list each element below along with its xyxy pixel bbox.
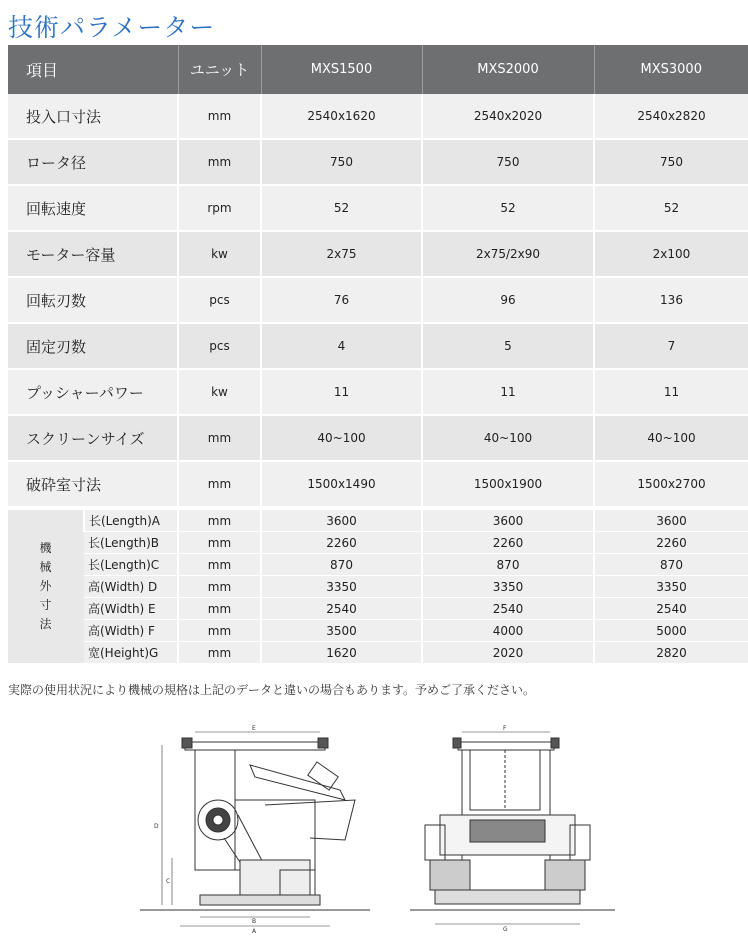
- row-value: 2540: [261, 598, 422, 620]
- dimension-letter-a: A: [252, 928, 257, 935]
- dimension-letter-b: B: [252, 918, 257, 925]
- row-unit: mm: [178, 461, 261, 507]
- table-row: [8, 642, 748, 664]
- row-label: 固定刃数: [8, 323, 178, 369]
- row-unit: mm: [178, 415, 261, 461]
- dimension-letter-d: D: [154, 823, 159, 830]
- row-label: 长(Length)C: [84, 554, 178, 576]
- row-value: 1500x1900: [422, 461, 594, 507]
- row-value: 4: [261, 323, 422, 369]
- row-value: 750: [422, 139, 594, 185]
- row-value: 2260: [422, 532, 594, 554]
- row-label: 回転刃数: [8, 277, 178, 323]
- row-value: 750: [261, 139, 422, 185]
- row-value: 2540: [594, 598, 748, 620]
- dimension-group-label: 機械外寸法: [39, 541, 52, 631]
- row-value: 52: [261, 185, 422, 231]
- row-value: 2x75/2x90: [422, 231, 594, 277]
- row-value: 870: [261, 554, 422, 576]
- row-label: プッシャーパワー: [8, 369, 178, 415]
- row-value: 2820: [594, 642, 748, 664]
- table-row: [8, 510, 748, 532]
- disclaimer-note: 実際の使用状況により機械の規格は上記のデータと違いの場合もあります。予めご了承ください。: [8, 683, 536, 697]
- row-label: 高(Width) D: [84, 576, 178, 598]
- row-value: 3600: [261, 510, 422, 532]
- table-row: [8, 415, 748, 461]
- row-value: 96: [422, 277, 594, 323]
- row-label: モーター容量: [8, 231, 178, 277]
- row-value: 2540x2820: [594, 94, 748, 139]
- row-value: 5: [422, 323, 594, 369]
- table-row: [8, 532, 748, 554]
- row-value: 136: [594, 277, 748, 323]
- row-unit: mm: [178, 94, 261, 139]
- row-value: 4000: [422, 620, 594, 642]
- row-value: 52: [422, 185, 594, 231]
- row-label: ロータ径: [8, 139, 178, 185]
- row-unit: pcs: [178, 323, 261, 369]
- row-label: 长(Length)B: [84, 532, 178, 554]
- row-label: 长(Length)A: [84, 510, 178, 532]
- row-value: 750: [594, 139, 748, 185]
- row-value: 3350: [422, 576, 594, 598]
- row-unit: kw: [178, 231, 261, 277]
- spec-table: [8, 45, 748, 508]
- row-value: 2540: [422, 598, 594, 620]
- row-label: 高(Width) E: [84, 598, 178, 620]
- row-value: 2020: [422, 642, 594, 664]
- table-row: [8, 277, 748, 323]
- row-unit: mm: [178, 510, 261, 532]
- dimension-letter-e: E: [252, 725, 256, 732]
- row-value: 2x100: [594, 231, 748, 277]
- page-title: 技術パラメーター: [8, 13, 216, 42]
- row-value: 11: [261, 369, 422, 415]
- table-row: [8, 139, 748, 185]
- header-model: MXS3000: [594, 45, 748, 94]
- header-model: MXS1500: [261, 45, 422, 94]
- front-view-drawing: [410, 732, 615, 924]
- row-unit: mm: [178, 642, 261, 664]
- row-value: 3500: [261, 620, 422, 642]
- row-label: 破砕室寸法: [8, 461, 178, 507]
- row-value: 2260: [261, 532, 422, 554]
- table-row: [8, 231, 748, 277]
- row-value: 40~100: [261, 415, 422, 461]
- row-unit: mm: [178, 576, 261, 598]
- machine-drawings: [140, 720, 620, 938]
- row-unit: mm: [178, 554, 261, 576]
- header-unit: ユニット: [178, 45, 261, 94]
- row-value: 1500x1490: [261, 461, 422, 507]
- row-value: 3350: [594, 576, 748, 598]
- row-value: 2540x1620: [261, 94, 422, 139]
- table-row: [8, 369, 748, 415]
- row-unit: pcs: [178, 277, 261, 323]
- row-value: 40~100: [422, 415, 594, 461]
- row-value: 2x75: [261, 231, 422, 277]
- row-unit: mm: [178, 532, 261, 554]
- row-value: 76: [261, 277, 422, 323]
- row-value: 2540x2020: [422, 94, 594, 139]
- row-value: 5000: [594, 620, 748, 642]
- row-unit: mm: [178, 598, 261, 620]
- table-row: [8, 576, 748, 598]
- dimension-letter-c: C: [166, 878, 171, 885]
- dimension-letter-g: G: [503, 926, 508, 933]
- row-value: 870: [594, 554, 748, 576]
- header-model: MXS2000: [422, 45, 594, 94]
- row-unit: mm: [178, 620, 261, 642]
- row-unit: mm: [178, 139, 261, 185]
- table-row: [8, 461, 748, 507]
- table-row: [8, 598, 748, 620]
- row-value: 3600: [594, 510, 748, 532]
- row-value: 11: [594, 369, 748, 415]
- row-label: 投入口寸法: [8, 94, 178, 139]
- row-value: 1620: [261, 642, 422, 664]
- table-header-row: [8, 45, 748, 94]
- table-row: [8, 94, 748, 139]
- row-label: 回転速度: [8, 185, 178, 231]
- row-value: 3600: [422, 510, 594, 532]
- row-value: 7: [594, 323, 748, 369]
- dimension-letter-f: F: [503, 725, 507, 732]
- row-value: 870: [422, 554, 594, 576]
- table-row: [8, 185, 748, 231]
- dimension-table: [8, 510, 748, 664]
- row-label: 高(Width) F: [84, 620, 178, 642]
- row-unit: rpm: [178, 185, 261, 231]
- row-value: 2260: [594, 532, 748, 554]
- row-value: 1500x2700: [594, 461, 748, 507]
- row-value: 11: [422, 369, 594, 415]
- row-value: 52: [594, 185, 748, 231]
- table-row: [8, 323, 748, 369]
- row-value: 3350: [261, 576, 422, 598]
- row-value: 40~100: [594, 415, 748, 461]
- row-label: スクリーンサイズ: [8, 415, 178, 461]
- table-row: [8, 554, 748, 576]
- header-item: 項目: [8, 45, 178, 94]
- row-unit: kw: [178, 369, 261, 415]
- row-label: 宽(Height)G: [84, 642, 178, 664]
- table-row: [8, 620, 748, 642]
- side-view-drawing: [140, 732, 370, 926]
